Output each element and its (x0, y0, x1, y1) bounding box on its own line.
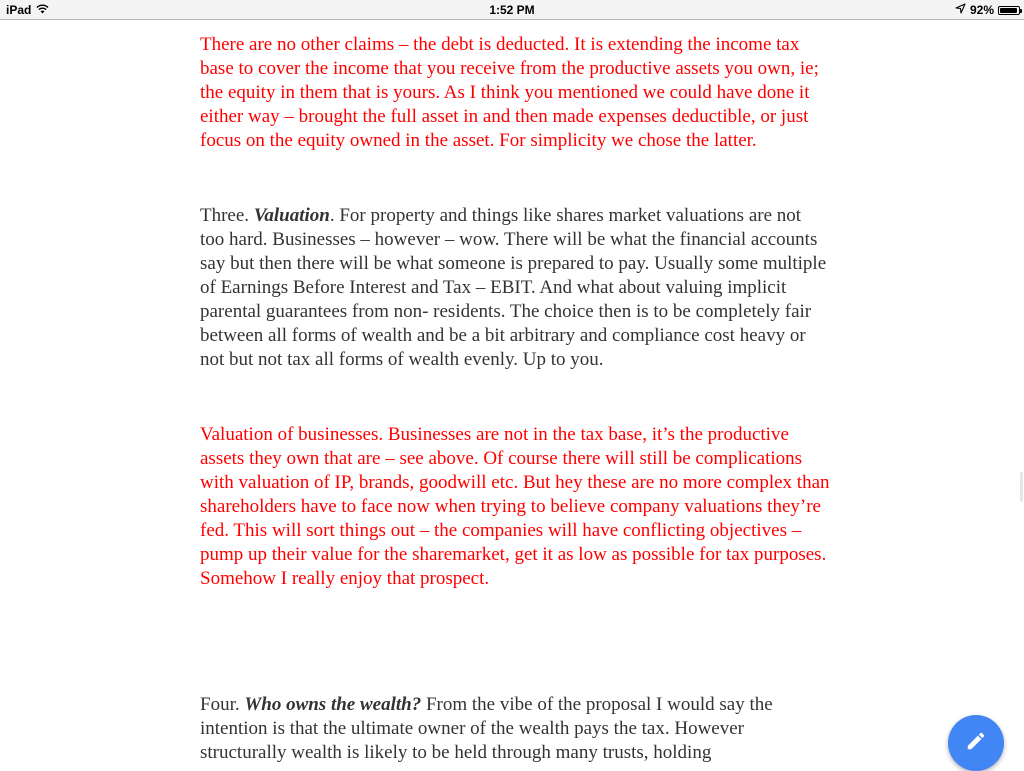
paragraph-heading: Valuation (253, 205, 330, 226)
paragraph-four-ownership (200, 693, 830, 765)
paragraph-reply-claims (200, 33, 830, 153)
battery-fill (1000, 8, 1017, 13)
status-time: 1:52 PM (489, 3, 535, 17)
paragraph-text: . For property and things like shares market valuations are not too hard. Businesses – however – wow. There will be what the financial accounts say but then there will be what someone is prepared to pay. Usually some multiple of Earnings Before Interest and Tax – EBIT. And what about valuing implicit parental guarantees from non- residents. The choice then is to be completely fair between all forms of wealth and be a bit arbitrary and compliance cost heavy or not but not tax all forms of wealth evenly. Up to you. (200, 205, 827, 370)
status-bar (0, 0, 1024, 20)
battery-icon (998, 6, 1020, 15)
paragraph-heading: Who owns the wealth? (244, 694, 422, 715)
paragraph-three-valuation (200, 204, 830, 372)
paragraph-reply-valuation (200, 423, 830, 591)
paragraph-lead: Three. (200, 205, 254, 226)
edit-button[interactable] (948, 715, 1004, 771)
device-name: iPad (6, 3, 32, 17)
battery-percent: 92% (969, 3, 994, 17)
location-arrow-icon (955, 3, 966, 17)
paragraph-text: Valuation of businesses. Businesses are not in the tax base, it’s the productive assets they own that are – see above. Of course there will still be complications with valuation of IP, brands, goodwill etc. But hey these are no more complex than shareholders have to face now when trying to believe company valuations they’re fed. This will sort things out – the companies will have conflicting objectives – pump up their value for the sharemarket, get it as low as possible for tax purposes. Somehow I really enjoy that prospect. (200, 424, 830, 589)
paragraph-text: From the vibe of the proposal I would say the intention is that the ultimate owner of the wealth pays the tax. However structurally wealth is likely to be held through many trusts, holding (200, 694, 773, 763)
vertical-scrollbar[interactable] (1020, 472, 1023, 502)
paragraph-text: There are no other claims – the debt is deducted. It is extending the income tax base to cover the income that you receive from the productive assets you own, ie; the equity in them that is yours. As I think you mentioned we could have done it either way – brought the full asset in and then made expenses deductible, or just focus on the equity owned in the asset. For simplicity we chose the latter. (200, 34, 819, 151)
pencil-icon (965, 730, 987, 757)
paragraph-lead: Four. (200, 694, 245, 715)
status-right (955, 3, 1020, 17)
